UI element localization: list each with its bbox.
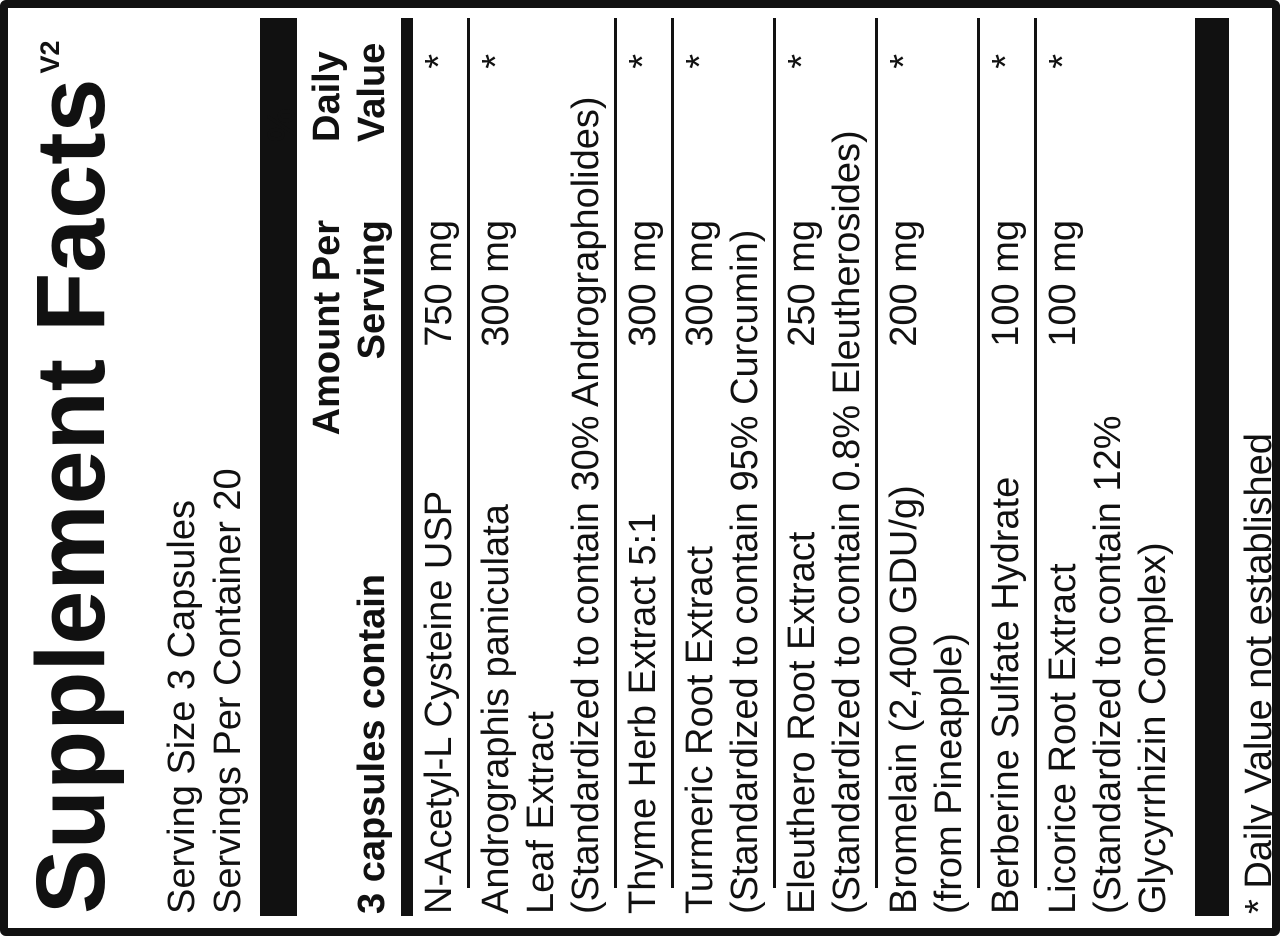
header-dv-line1: % Daily: [261, 51, 348, 142]
ingredient-name-line: (Standardized to contain 30% Andrographolides): [565, 96, 607, 914]
ingredient-name-line: Licorice Root Extract: [1042, 563, 1084, 914]
serving-size: Serving Size 3 Capsules: [161, 500, 203, 914]
divider-bar-bottom: [1195, 18, 1229, 916]
ingredient-name-line: (Standardized to contain 12%: [1087, 415, 1129, 914]
daily-value-footnote: * Daily Value not established: [1238, 433, 1280, 914]
servings-per-container: Servings Per Container 20: [207, 468, 249, 914]
header-dv-line2: Value: [351, 42, 393, 142]
ingredient-rows: [413, 8, 1181, 928]
header-amount-col: [305, 220, 395, 435]
divider-bar-top: [260, 18, 297, 916]
ingredient-row: [470, 22, 614, 914]
ingredient-name-line: N-Acetyl-L Cysteine USP: [418, 490, 460, 914]
ingredient-row: [413, 22, 467, 914]
header-amount-line2: Serving: [351, 220, 393, 360]
header-ingredient-col: 3 capsules contain: [351, 573, 393, 914]
ingredient-name-line: (Standardized to contain 95% Curcumin): [724, 229, 766, 914]
daily-value-asterisk: *: [781, 54, 823, 69]
ingredient-row: [1037, 22, 1181, 914]
amount-value: 200 mg: [883, 220, 925, 347]
daily-value-asterisk: *: [883, 54, 925, 69]
daily-value-asterisk: *: [475, 54, 517, 69]
ingredient-name-line: Leaf Extract: [520, 711, 562, 914]
daily-value-asterisk: *: [985, 54, 1027, 69]
amount-value: 300 mg: [679, 220, 721, 347]
amount-value: 750 mg: [418, 220, 460, 347]
amount-value: 100 mg: [985, 220, 1027, 347]
ingredient-row: [980, 22, 1034, 914]
daily-value-asterisk: *: [622, 54, 664, 69]
ingredient-row: [674, 22, 773, 914]
amount-value: 250 mg: [781, 220, 823, 347]
amount-value: 100 mg: [1042, 220, 1084, 347]
ingredient-name-line: (Standardized to contain 0.8% Eleutherosides): [826, 130, 868, 914]
amount-value: 300 mg: [622, 220, 664, 347]
ingredient-name-line: Andrographis paniculata: [475, 504, 517, 914]
header-rule: [401, 18, 413, 916]
ingredient-row: [776, 22, 875, 914]
ingredient-row: [617, 22, 671, 914]
ingredient-name-line: Eleuthero Root Extract: [781, 531, 823, 914]
ingredient-name-line: Turmeric Root Extract: [679, 545, 721, 914]
ingredient-name-line: Thyme Herb Extract 5:1: [622, 512, 664, 914]
daily-value-asterisk: *: [418, 54, 460, 69]
daily-value-asterisk: *: [1042, 54, 1084, 69]
ingredient-name-line: Glycyrrhizin Complex): [1132, 542, 1174, 914]
header-amount-line1: Amount Per: [306, 220, 348, 436]
ingredient-row: [878, 22, 977, 914]
daily-value-asterisk: *: [679, 54, 721, 69]
ingredient-name-line: (from Pineapple): [928, 633, 970, 914]
label-title: [16, 18, 144, 914]
ingredient-name-line: Berberine Sulfate Hydrate: [985, 476, 1027, 914]
header-daily-value-col: [260, 22, 395, 142]
table-header: [261, 22, 396, 914]
amount-value: 300 mg: [475, 220, 517, 347]
title-text: Supplement Facts: [16, 78, 125, 914]
title-superscript: V2: [35, 40, 65, 74]
ingredient-name-line: Bromelain (2,400 GDU/g): [883, 485, 925, 914]
